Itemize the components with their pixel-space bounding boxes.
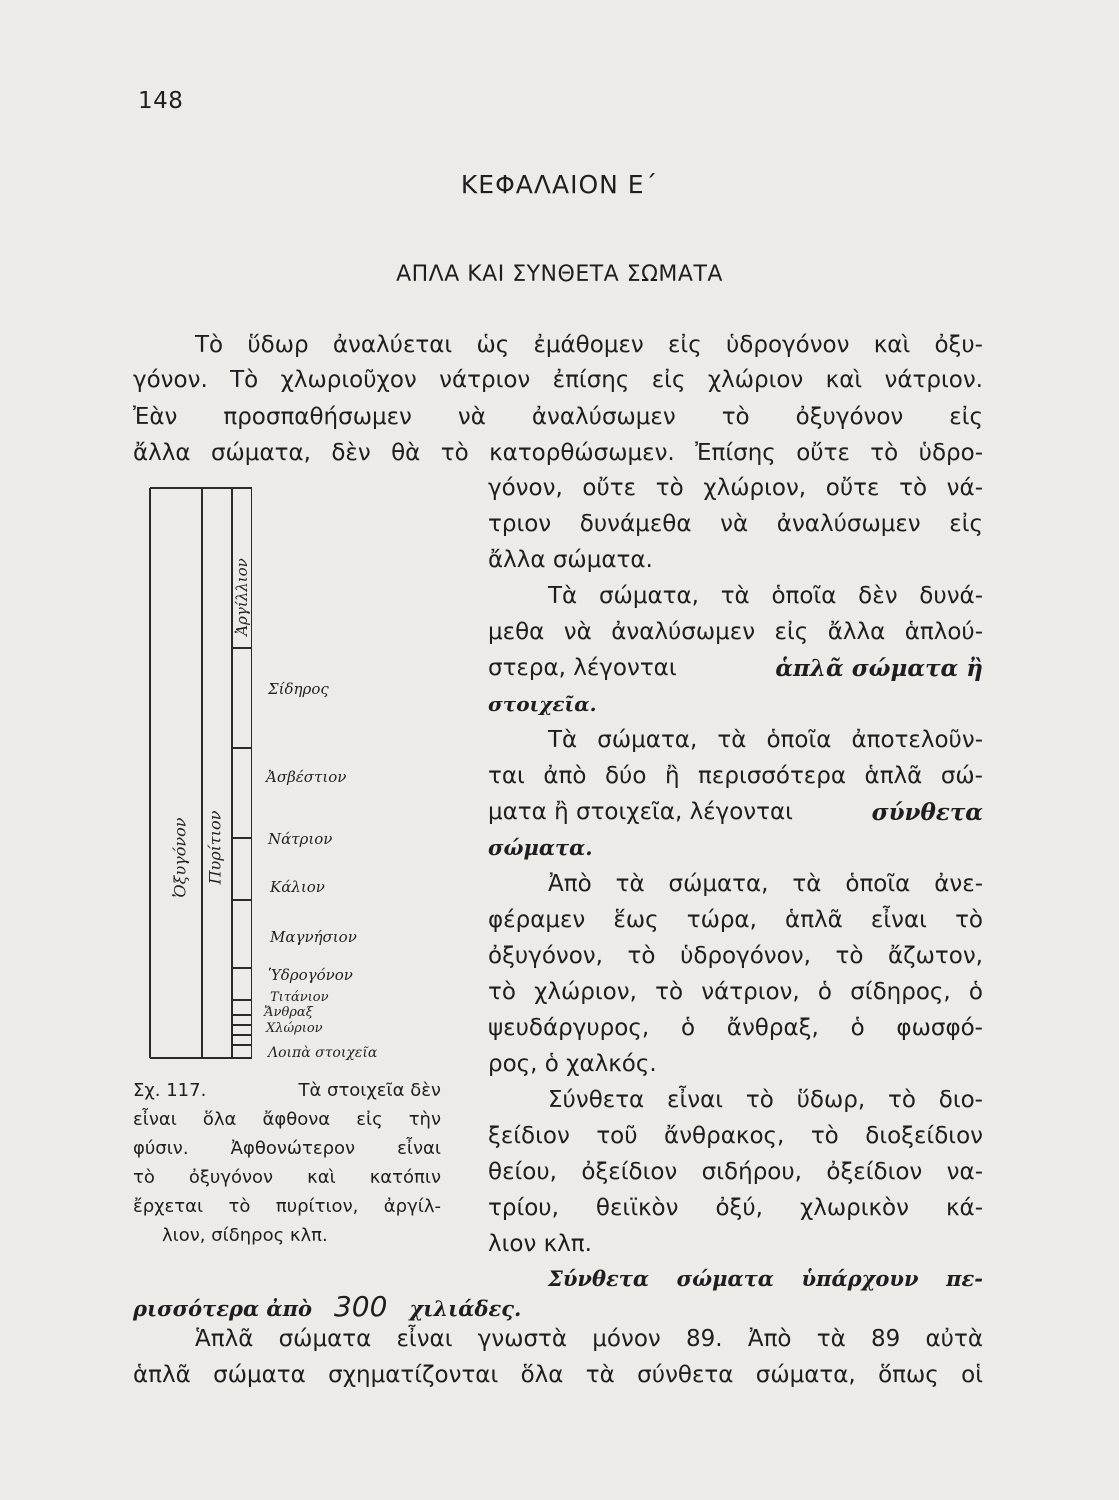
text-line: ρος, ὁ χαλκός. (488, 1051, 657, 1077)
term-elements: στοιχεῖα. (488, 692, 597, 716)
label-potassium: Κάλιον (270, 878, 325, 896)
text-line: Σύνθετα εἶναι τὸ ὕδωρ, τὸ διο- (548, 1087, 983, 1113)
text-line: γόνον. Τὸ χλωριοῦχον νάτριον ἐπίσης εἰς χλώριον καὶ νάτριον. (133, 367, 983, 393)
text-line: Τὸ ὕδωρ ἀναλύεται ὡς ἐμάθομεν εἰς ὑδρογόνον καὶ ὀξυ- (195, 332, 983, 358)
column-label-oxygen: Ὀξυγόνον (170, 817, 190, 898)
text-line: φέραμεν ἕως τώρα, ἁπλᾶ εἶναι τὸ (488, 907, 983, 933)
text-line: ἄλλα σώματα. (488, 547, 653, 573)
text-line: τὸ χλώριον, τὸ νάτριον, ὁ σίδηρος, ὁ (488, 979, 983, 1005)
section-title: ΑΠΛΑ ΚΑΙ ΣΥΝΘΕΤΑ ΣΩΜΑΤΑ (396, 262, 723, 287)
label-sodium: Νάτριον (268, 830, 333, 848)
number-300: 300 (333, 1290, 388, 1323)
label-chlorine: Χλώριον (266, 1021, 323, 1036)
figure-number: Σχ. 117. (133, 1080, 207, 1101)
label-calcium: Ἀσβέστιον (266, 768, 347, 786)
figure-caption-line: τὸ ὀξυγόνον καὶ κατόπιν (133, 1167, 441, 1188)
label-magnesium: Μαγνήσιον (270, 928, 357, 946)
label-hydrogen: Ὑδρογόνον (268, 966, 353, 984)
figure-caption-line: εἶναι ὅλα ἄφθονα εἰς τὴν (133, 1109, 441, 1130)
figure-caption-line: ἔρχεται τὸ πυρίτιον, ἀργίλ- (133, 1196, 441, 1217)
text-line: Ἀπὸ τὰ σώματα, τὰ ὁποῖα ἀνε- (548, 871, 983, 897)
label-carbon: Ἄνθραξ (264, 1005, 313, 1020)
term-compound-bodies: σώματα. (488, 835, 593, 860)
text-span: Τὰ στοιχεῖα δὲν (298, 1080, 441, 1101)
emphasis-line (133, 1290, 522, 1323)
text-line: ἁπλᾶ σώματα σχηματίζονται ὅλα τὰ σύνθετα σώματα, ὅπως οἱ (133, 1362, 983, 1388)
figure-caption-line: φύσιν. Ἀφθονώτερον εἶναι (133, 1138, 441, 1159)
emphasis-line: Σύνθετα σώματα ὑπάρχουν πε- (548, 1266, 983, 1291)
label-iron: Σίδηρος (268, 680, 329, 698)
column-label-silicon: Πυρίτιον (205, 810, 225, 885)
text-span: στερα, λέγονται (488, 655, 677, 681)
text-line: Ἁπλᾶ σώματα εἶναι γνωστὰ μόνον 89. Ἀπὸ τὰ 89 αὐτὰ (195, 1326, 983, 1352)
text-line: ξείδιον τοῦ ἄνθρακος, τὸ διοξείδιον (488, 1123, 983, 1149)
text-line (488, 801, 983, 824)
column-label-aluminium: Ἀργίλλιον (233, 558, 251, 636)
figure-caption-line (133, 1082, 441, 1100)
text-span: ματα ἢ στοιχεῖα, λέγονται (488, 799, 793, 825)
label-other-elements: Λοιπὰ στοιχεῖα (268, 1045, 378, 1061)
page-number: 148 (138, 88, 184, 114)
term-simple-bodies: ἁπλᾶ σώματα ἢ (775, 655, 983, 682)
text-line: λιον κλπ. (488, 1231, 592, 1257)
label-titanium: Τιτάνιον (270, 990, 329, 1005)
figure-caption-line: λιον, σίδηρος κλπ. (162, 1225, 328, 1246)
text-line: Τὰ σώματα, τὰ ὁποῖα ἀποτελοῦν- (548, 727, 983, 753)
text-line: ται ἀπὸ δύο ἢ περισσότερα ἁπλᾶ σώ- (488, 763, 983, 789)
text-span: ρισσότερα ἀπὸ (133, 1296, 312, 1321)
text-line: μεθα νὰ ἀναλύσωμεν εἰς ἄλλα ἁπλού- (488, 619, 983, 645)
text-line: Τὰ σώματα, τὰ ὁποῖα δὲν δυνά- (548, 583, 983, 609)
chapter-title: ΚΕΦΑΛΑΙΟΝ Ε΄ (460, 170, 659, 199)
text-line: ἄλλα σώματα, δὲν θὰ τὸ κατορθώσωμεν. Ἐπίσης οὔτε τὸ ὑδρο- (133, 440, 983, 466)
text-line (488, 657, 983, 680)
text-span: χιλιάδες. (409, 1296, 522, 1321)
text-line: Ἐὰν προσπαθήσωμεν νὰ ἀναλύσωμεν τὸ ὀξυγόνον εἰς (133, 404, 983, 430)
text-line: θείου, ὀξείδιον σιδήρου, ὀξείδιον να- (488, 1159, 983, 1185)
text-line: ὀξυγόνον, τὸ ὑδρογόνον, τὸ ἄζωτον, (488, 943, 983, 969)
text-line: τρίου, θειϊκὸν ὀξύ, χλωρικὸν κά- (488, 1195, 983, 1221)
text-line: γόνον, οὔτε τὸ χλώριον, οὔτε τὸ νά- (488, 475, 983, 501)
term-compound: σύνθετα (871, 799, 983, 826)
text-line: τριον δυνάμεθα νὰ ἀναλύσωμεν εἰς (488, 511, 983, 537)
text-line: ψευδάργυρος, ὁ ἄνθραξ, ὁ φωσφό- (488, 1015, 983, 1041)
